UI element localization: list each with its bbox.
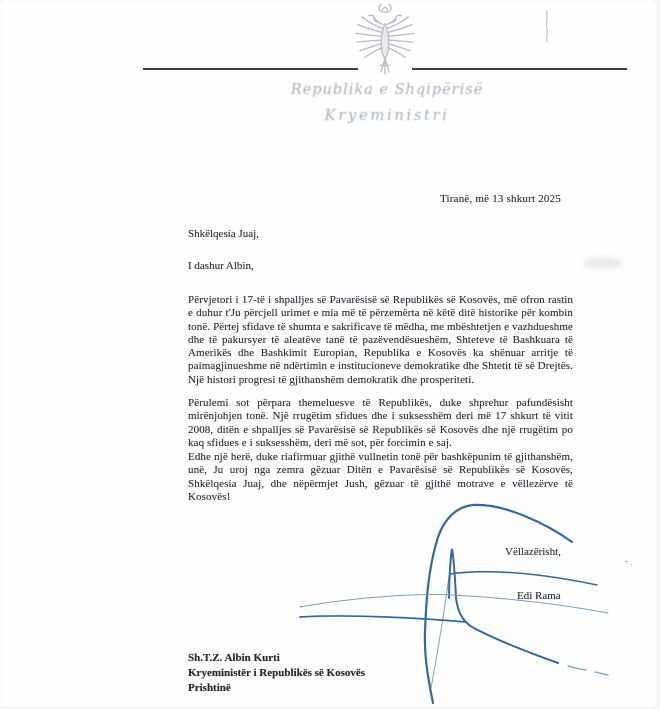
signature-stroke-lower-cross bbox=[300, 616, 466, 622]
recipient-title: Kryeministër i Republikës së Kosovës bbox=[188, 667, 366, 680]
body-paragraph-1: Përvjetori i 17-të i shpalljes së Pavarësisë së Republikës së Kosovës, më ofron rastin e duhur t'Ju përcjell urimet e mia më të përzemërta në këtë ditë historike për kombin tonë. Përtej sfidave të shumta e sakrificave të mëdha, me mbështetjen e vazhdueshme dhe të pakursyer të aleatëve tanë të pazëvendësueshëm, Shteteve të Bashkuara të Amerikës dhe Bashkimit Europian, Republika e Kosovës ka shënuar arritje të paimagjinueshme në ndërtimin e institucioneve demokratike dhe Shtetit të së Drejtës. Një histori progresi të gjithanshëm demokratik dhe prosperiteti. bbox=[188, 294, 573, 386]
recipient-city: Prishtinë bbox=[188, 682, 231, 695]
letterhead-rule-right bbox=[412, 68, 627, 70]
signature-stroke-spike-bowl bbox=[449, 549, 558, 663]
salutation-dear: I dashur Albin, bbox=[188, 260, 254, 272]
scan-artifact-mark: +. bbox=[624, 557, 634, 567]
closing-fraternally: Vëllazërisht, bbox=[505, 546, 561, 558]
body-paragraph-3: Edhe një herë, duke riafirmuar gjithë vullnetin tonë për bashkëpunim të gjithanshëm, unë, Ju uroj nga zemra gëzuar Ditën e Pavarësisë së Republikës së Kosovës, Shkëlqesia Juaj, dhe nëpërmjet Jush, gëzuar të gjithë motrave e vëllezërve të Kosovës! bbox=[188, 451, 573, 503]
signature-stroke-bowl-fade bbox=[568, 666, 608, 675]
signer-name: Edi Rama bbox=[517, 590, 561, 602]
signature-stroke-top-flourish bbox=[450, 572, 597, 585]
letterhead-office: Kryeministri bbox=[324, 106, 450, 124]
scan-artifact-smudge bbox=[583, 257, 623, 269]
albanian-eagle-emblem-icon bbox=[354, 3, 416, 86]
body-paragraph-2: Përulemi sot përpara themeluesve të Republikës, duke shprehur pafundësisht mirënjohjen tonë. Një rrugëtim sfidues dhe i suksesshëm deri më 17 shkurt të vitit 2008, ditën e shpalljes së Pavarësisë së Republikës së Kosovës dhe një rrugëtim po kaq sfidues e i suksesshëm, deri më sot, për forcimin e saj. bbox=[188, 397, 573, 449]
recipient-name: Sh.T.Z. Albin Kurti bbox=[188, 652, 280, 664]
recipient-block bbox=[188, 651, 365, 697]
scan-artifact-squiggle bbox=[540, 6, 564, 51]
letterhead-rule-left bbox=[143, 68, 358, 70]
letterhead-institution: Republika e Shqipërisë bbox=[290, 82, 484, 98]
dateline: Tiranë, më 13 shkurt 2025 bbox=[440, 193, 562, 205]
signature-stroke-long-cross bbox=[300, 595, 608, 613]
salutation-excellency: Shkëlqesia Juaj, bbox=[188, 228, 259, 240]
